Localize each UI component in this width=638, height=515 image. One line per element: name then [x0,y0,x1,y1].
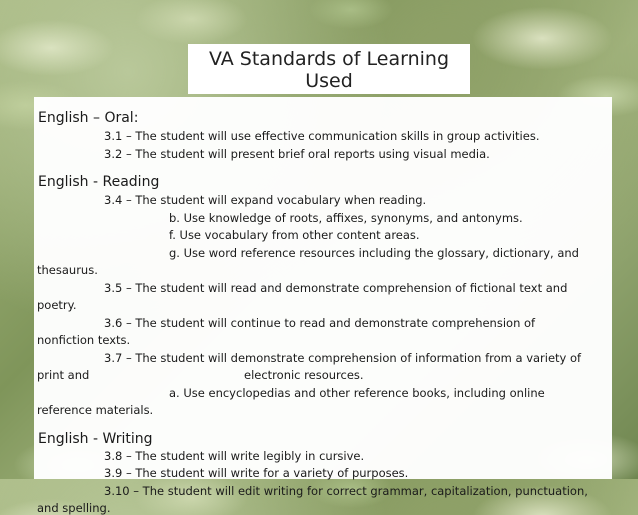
standard-subline: b. Use knowledge of roots, affixes, synonyms, and antonyms. [169,211,523,225]
slide-title [188,44,470,94]
standard-line: 3.5 – The student will read and demonstrate comprehension of fictional text and [104,281,568,295]
standard-line: 3.1 – The student will use effective communication skills in group activities. [104,129,540,143]
slide-title-line-1: VA Standards of Learning [208,48,450,70]
standard-wrap-line: thesaurus. [37,263,98,277]
standard-wrap-line: print and [37,368,90,382]
standard-line: 3.9 – The student will write for a variety of purposes. [104,466,409,480]
standard-line: 3.7 – The student will demonstrate comprehension of information from a variety of [104,351,582,365]
standard-subline: g. Use word reference resources including the glossary, dictionary, and [169,246,579,260]
standard-subline: f. Use vocabulary from other content areas. [169,228,420,242]
standard-line: 3.4 – The student will expand vocabulary when reading. [104,193,427,207]
standard-wrap-line: reference materials. [37,403,154,417]
standard-line: 3.2 – The student will present brief oral reports using visual media. [104,147,490,161]
standard-wrap-line: and spelling. [37,501,111,515]
section-heading-writing: English - Writing [38,431,153,447]
standard-wrap-line: electronic resources. [244,368,364,382]
standard-wrap-line: nonfiction texts. [37,333,131,347]
slide-content [34,97,612,515]
standard-line: 3.8 – The student will write legibly in cursive. [104,449,365,463]
standard-line: 3.10 – The student will edit writing for correct grammar, capitalization, punctuation, [104,484,588,498]
section-heading-reading: English - Reading [38,174,160,190]
standard-line: 3.6 – The student will continue to read and demonstrate comprehension of [104,316,536,330]
section-heading-oral: English – Oral: [38,110,139,126]
standard-wrap-line: poetry. [37,298,77,312]
standard-subline: a. Use encyclopedias and other reference books, including online [169,386,545,400]
slide-title-line-2: Used [305,70,353,92]
